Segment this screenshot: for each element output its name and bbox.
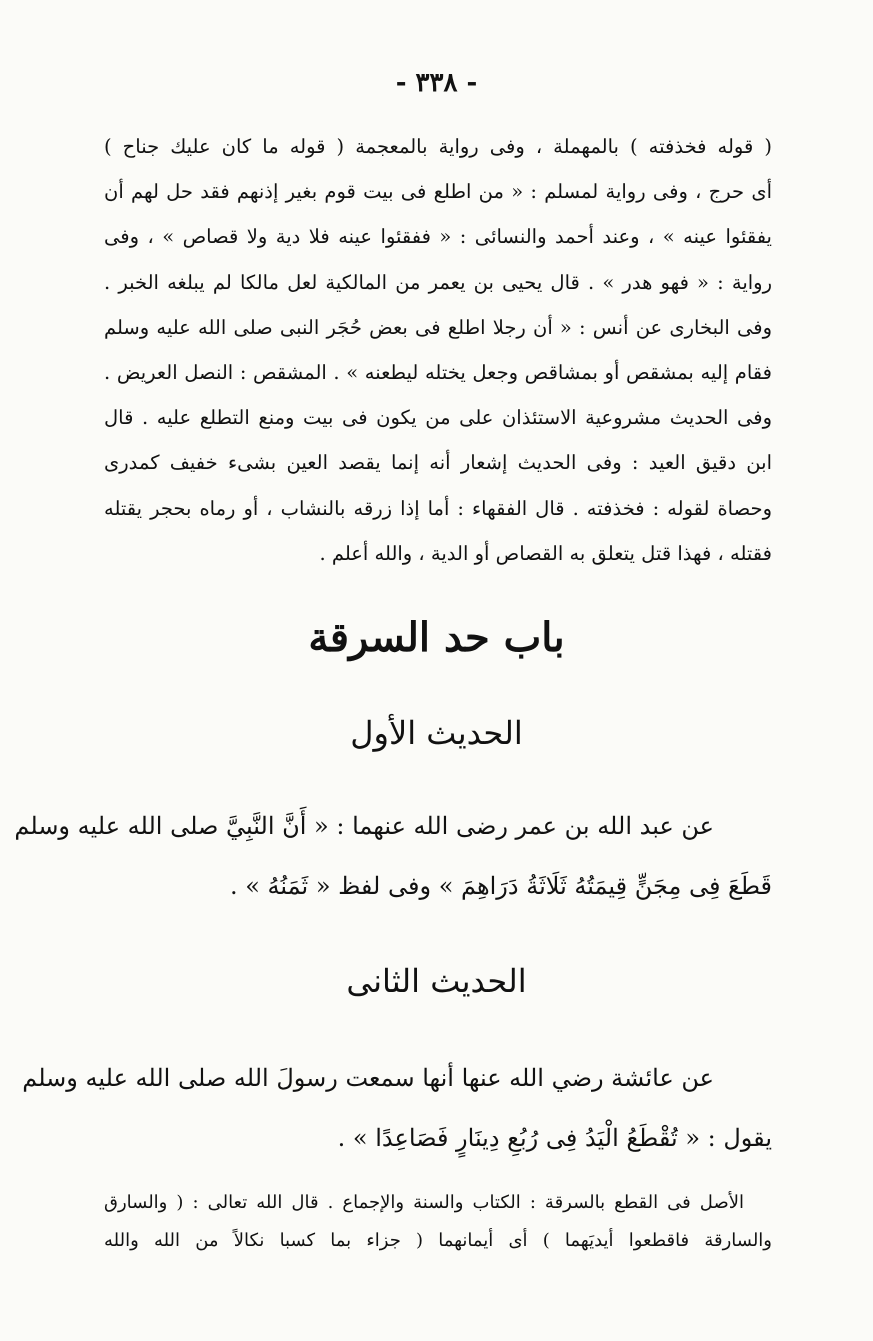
commentary-line: أى حرج ، وفى رواية لمسلم : « من اطلع فى بيت قوم بغير إذنهم فقد حل لهم أن xyxy=(104,180,772,204)
page-number: - ٣٣٨ - xyxy=(395,68,478,98)
chapter-title: باب حد السرقة xyxy=(308,614,565,661)
hadith-line: يقول : « تُقْطَعُ الْيَدُ فِى رُبُعِ دِينَارٍ فَصَاعِدًا » . xyxy=(337,1124,772,1152)
hadith-2-title: الحديث الثانى xyxy=(346,962,527,1000)
commentary-line: ابن دقيق العيد : وفى الحديث إشعار أنه إنما يقصد العين بشىء خفيف كمدرى xyxy=(104,451,772,475)
commentary-line: فقتله ، فهذا قتل يتعلق به القصاص أو الدية ، والله أعلم . xyxy=(319,541,772,565)
commentary-line: وحصاة لقوله : فخذفته . قال الفقهاء : أما إذا زرقه بالنشاب ، أو رماه بحجر يقتله xyxy=(104,496,772,520)
hadith-1-text xyxy=(14,796,772,916)
commentary-line: وفى الحديث مشروعية الاستئذان على من يكون فى بيت ومنع التطلع عليه . قال xyxy=(104,406,772,430)
footnote-block xyxy=(104,1184,772,1260)
footnote-line: والسارقة فاقطعوا أيديَهما ) أى أيمانهما ( جزاء بما كسبا نكالاً من الله والله xyxy=(104,1230,772,1251)
hadith-2-text xyxy=(22,1048,772,1168)
commentary-line: وفى البخارى عن أنس : « أن رجلا اطلع فى بعض حُجَر النبى صلى الله عليه وسلم xyxy=(104,315,772,339)
commentary-line: ( قوله فخذفته ) بالمهملة ، وفى رواية بالمعجمة ( قوله ما كان عليك جناح ) xyxy=(104,135,772,158)
commentary-line: يفقئوا عينه » ، وعند أحمد والنسائى : « ففقئوا عينه فلا دية ولا قصاص » ، وفى xyxy=(104,225,772,249)
hadith-1-title: الحديث الأول xyxy=(350,714,523,752)
hadith-line: قَطَعَ فِى مِجَنٍّ قِيمَتُهُ ثَلَاثَةُ دَرَاهِمَ » وفى لفظ « ثَمَنُهُ » . xyxy=(229,872,772,900)
commentary-line: فقام إليه بمشقص أو بمشاقص وجعل يختله ليطعنه » . المشقص : النصل العريض . xyxy=(104,360,772,384)
commentary-line: رواية : « فهو هدر » . قال يحيى بن يعمر من المالكية لعل مالكا لم يبلغه الخبر . xyxy=(104,270,772,294)
commentary-block xyxy=(104,124,772,576)
footnote-line: الأصل فى القطع بالسرقة : الكتاب والسنة والإجماع . قال الله تعالى : ( والسارق xyxy=(104,1192,744,1213)
hadith-line: عن عائشة رضي الله عنها أنها سمعت رسولَ الله صلى الله عليه وسلم xyxy=(22,1064,714,1092)
hadith-line: عن عبد الله بن عمر رضى الله عنهما : « أَنَّ النَّبِيَّ صلى الله عليه وسلم xyxy=(14,812,714,840)
